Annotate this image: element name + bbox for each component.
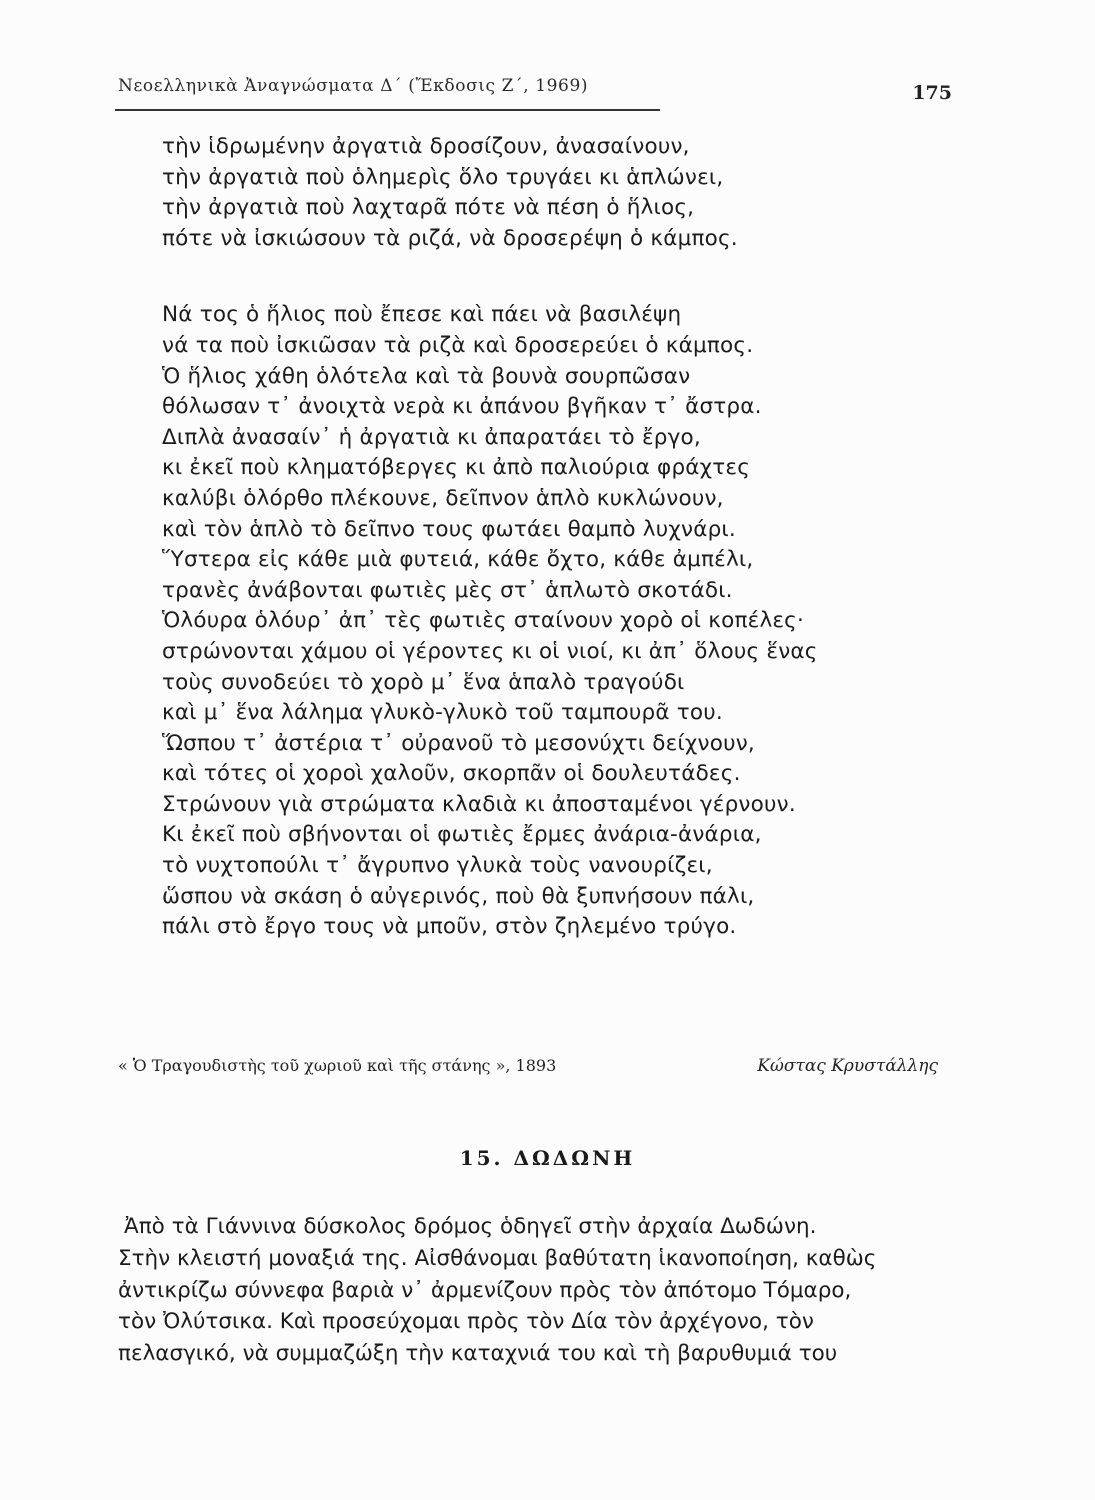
header-rule <box>115 109 660 111</box>
poem-line: Κι ἐκεῖ ποὺ σβήνονται οἱ φωτιὲς ἔρμες ἀνάρια-ἀνάρια, <box>162 822 762 848</box>
poem-line: θόλωσαν τ᾽ ἀνοιχτὰ νερὰ κι ἀπάνου βγῆκαν τ᾽ ἄστρα. <box>162 394 762 420</box>
prose-line: τὸν Ὀλύτσικα. Καὶ προσεύχομαι πρὸς τὸν Δία τὸν ἀρχέγονο, τὸν <box>118 1309 814 1335</box>
prose-line: Στὴν κλειστή μοναξιά της. Αἰσθάνομαι βαθύτατη ἱκανοποίηση, καθὼς <box>118 1245 877 1271</box>
page-number: 175 <box>912 82 952 104</box>
poem-line: καὶ τὸν ἁπλὸ τὸ δεῖπνο τους φωτάει θαμπὸ λυχνάρι. <box>162 516 736 542</box>
poem-line: τὸ νυχτοπούλι τ᾽ ἄγρυπνο γλυκὰ τοὺς νανουρίζει, <box>162 853 713 879</box>
poem-line: τὴν ἱδρωμένην ἀργατιὰ δροσίζουν, ἀνασαίνουν, <box>162 134 690 159</box>
poem-line: τὴν ἀργατιὰ ποὺ ὁλημερὶς ὅλο τρυγάει κι ἁπλώνει, <box>162 164 724 190</box>
poem-line: πότε νὰ ἰσκιώσουν τὰ ριζά, νὰ δροσερέψη ὁ κάμπος. <box>162 225 738 251</box>
citation-source: « Ὁ Τραγουδιστὴς τοῦ χωριοῦ καὶ τῆς στάνης », 1893 <box>118 1056 557 1075</box>
running-header <box>118 76 952 106</box>
poem-line: νά τα ποὺ ἰσκιῶσαν τὰ ριζὰ καὶ δροσερεύει ὁ κάμπος. <box>162 332 754 358</box>
poem-line: τοὺς συνοδεύει τὸ χορὸ μ᾽ ἕνα ἁπαλὸ τραγούδι <box>162 669 685 695</box>
poem-line: καὶ τότες οἱ χοροὶ χαλοῦν, σκορπᾶν οἱ δουλευτάδες. <box>162 761 741 787</box>
citation-author: Κώστας Κρυστάλλης <box>757 1056 938 1076</box>
poem-stanza-1 <box>162 132 962 254</box>
prose-line: ἀντικρίζω σύννεφα βαριὰ ν᾽ ἀρμενίζουν πρὸς τὸν ἀπότομο Τόμαρο, <box>118 1277 852 1303</box>
prose-line: Ἀπὸ τὰ Γιάννινα δύσκολος δρόμος ὁδηγεῖ στὴν ἀρχαία Δωδώνη. <box>124 1214 817 1239</box>
poem-line: Ὥσπου τ᾽ ἀστέρια τ᾽ οὐρανοῦ τὸ μεσονύχτι δείχνουν, <box>162 730 755 756</box>
poem-line: Ὁλόυρα ὁλόυρ᾽ ἀπ᾽ τὲς φωτιὲς σταίνουν χορὸ οἱ κοπέλες· <box>162 608 805 634</box>
poem-stanza-2 <box>162 300 962 942</box>
section-heading: 15. ΔΩΔΩΝΗ <box>459 1146 636 1170</box>
poem-line: Διπλὰ ἀνασαίν᾽ ἡ ἀργατιὰ κι ἀπαρατάει τὸ ἔργο, <box>162 424 701 450</box>
poem-line: τρανὲς ἀνάβονται φωτιὲς μὲς στ᾽ ἁπλωτὸ σκοτάδι. <box>162 577 733 603</box>
section-prose <box>118 1211 948 1370</box>
poem-line: στρώνονται χάμου οἱ γέροντες κι οἱ νιοί, κι ἀπ᾽ ὅλους ἕνας <box>162 638 818 664</box>
running-header-title: Νεοελληνικὰ Ἀναγνώσματα Δ΄ (Ἔκδοσις Ζ΄, 1969) <box>118 76 589 96</box>
poem-line: τὴν ἀργατιὰ ποὺ λαχταρᾶ πότε νὰ πέση ὁ ἥλιος, <box>162 195 695 221</box>
poem-line: Ὕστερα εἰς κάθε μιὰ φυτειά, κάθε ὄχτο, κάθε ἀμπέλι, <box>162 547 754 573</box>
poem-line: Ὁ ἥλιος χάθη ὁλότελα καὶ τὰ βουνὰ σουρπῶσαν <box>162 363 691 389</box>
poem-line: καλύβι ὁλόρθο πλέκουνε, δεῖπνον ἁπλὸ κυκλώνουν, <box>162 485 724 511</box>
poem-line: πάλι στὸ ἔργο τους νὰ μποῦν, στὸν ζηλεμένο τρύγο. <box>162 914 737 940</box>
poem-line: κι ἐκεῖ ποὺ κληματόβεργες κι ἀπὸ παλιούρια φράχτες <box>162 455 751 481</box>
poem-line: Στρώνουν γιὰ στρώματα κλαδιὰ κι ἀποσταμένοι γέρνουν. <box>162 791 796 817</box>
stanza-gap <box>162 254 962 300</box>
poem-line: ὥσπου νὰ σκάση ὁ αὐγερινός, ποὺ θὰ ξυπνήσουν πάλι, <box>162 883 755 909</box>
poem-line: καὶ μ᾽ ἕνα λάλημα γλυκὸ-γλυκὸ τοῦ ταμπουρᾶ του. <box>162 700 723 726</box>
prose-line: πελασγικό, νὰ συμμαζώξη τὴν καταχνιά του καὶ τὴ βαρυθυμιά του <box>118 1341 838 1367</box>
poem-excerpt <box>162 132 962 943</box>
poem-line: Νά τος ὁ ἥλιος ποὺ ἔπεσε καὶ πάει νὰ βασιλέψη <box>162 302 682 328</box>
